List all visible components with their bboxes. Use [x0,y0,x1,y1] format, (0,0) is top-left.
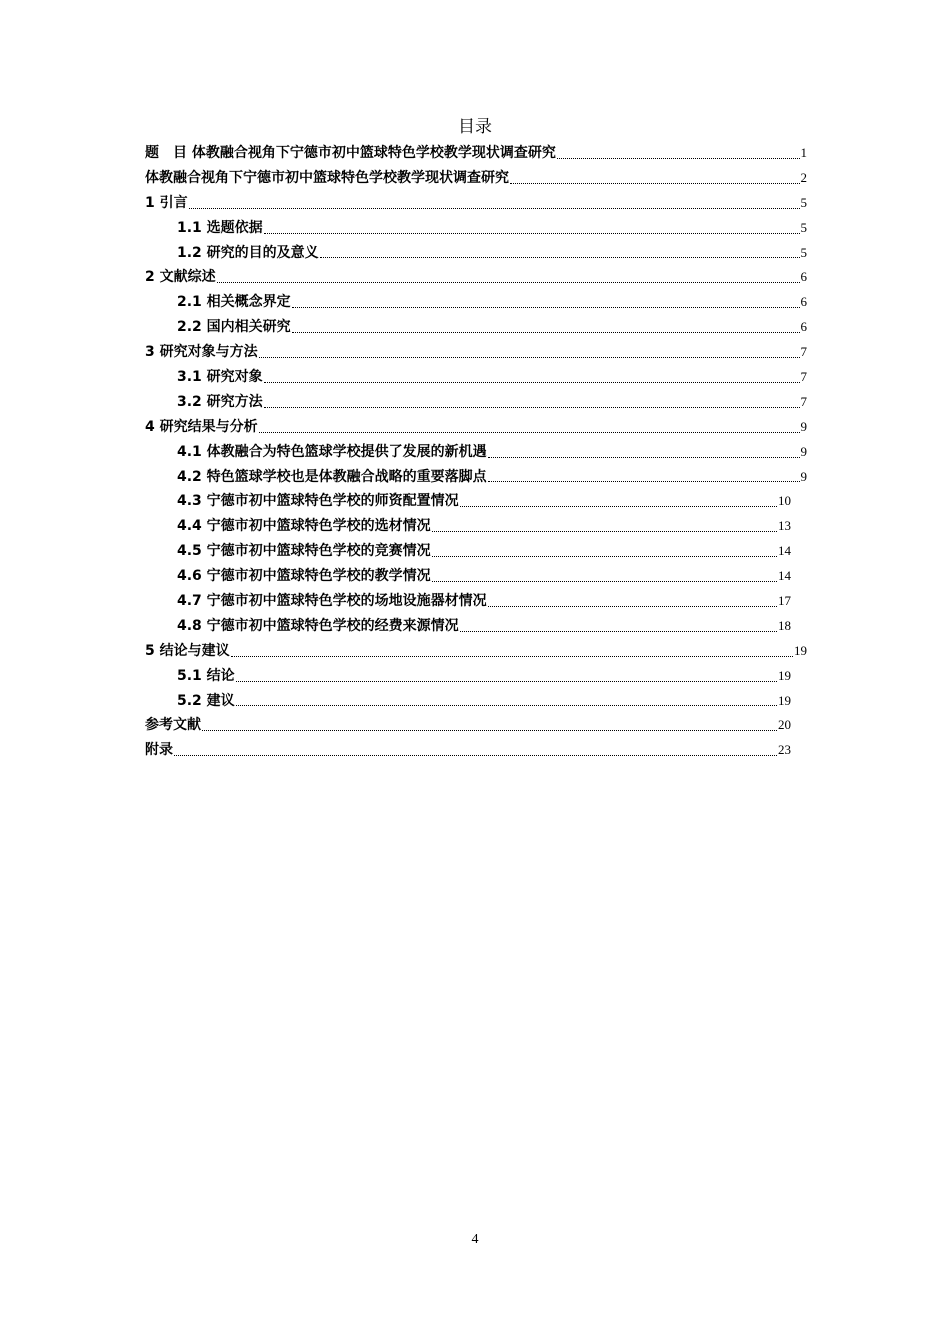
toc-entry-1-1[interactable] [145,216,807,241]
toc-entry-label: 参考文献 [145,717,201,734]
toc-entry-label: 5.1 结论 [177,667,235,684]
toc-entry-page: 13 [778,518,791,534]
toc-entry-label: 4 研究结果与分析 [145,418,258,435]
toc-entry-page: 20 [778,717,791,733]
dot-leader [174,754,777,756]
toc-entry-label: 1.1 选题依据 [177,219,263,236]
dot-leader [432,555,777,557]
dot-leader [264,406,800,408]
dot-leader [236,704,777,706]
toc-entry-page: 23 [778,742,791,758]
toc-entry-page: 9 [800,468,807,484]
dot-leader [460,630,777,632]
toc-entry-page: 19 [794,642,807,658]
toc-entry-4-3[interactable] [145,489,807,514]
toc-entry-label: 2.1 相关概念界定 [177,294,291,311]
toc-entry-4-6[interactable] [145,564,807,589]
toc-entry-label: 1 引言 [145,194,188,211]
toc-entry-1[interactable] [145,191,807,216]
toc-entry-2[interactable] [145,265,807,290]
toc-entry-label: 题 目 体教融合视角下宁德市初中篮球特色学校教学现状调查研究 [145,145,556,161]
toc-entry-label: 3.2 研究方法 [177,393,263,410]
toc-entry-page: 7 [800,369,807,385]
toc-entry-label: 3.1 研究对象 [177,369,263,386]
dot-leader [460,505,777,507]
toc-entry-4-4[interactable] [145,514,807,539]
toc-entry-4-5[interactable] [145,539,807,564]
toc-entry-page: 17 [778,593,791,609]
toc-entry-5-2[interactable] [145,689,807,714]
toc-entry-3-1[interactable] [145,365,807,390]
toc-entry-1-2[interactable] [145,241,807,266]
dot-leader [264,381,800,383]
toc-entry-label: 附录 [145,742,173,759]
toc-entry-page: 19 [778,667,791,683]
toc-entry-label: 5 结论与建议 [145,642,230,659]
toc-entry-page: 14 [778,543,791,559]
toc-entry-label: 5.2 建议 [177,692,235,709]
dot-leader [292,306,800,308]
toc-entry-label: 2 文献综述 [145,269,216,286]
toc-entry-3-2[interactable] [145,390,807,415]
toc-entry-2-1[interactable] [145,290,807,315]
toc-entry-page: 6 [800,294,807,310]
toc-title: 目录 [458,117,492,137]
dot-leader [510,182,800,184]
toc-entry-4-1[interactable] [145,440,807,465]
toc-entry-label: 4.7 宁德市初中篮球特色学校的场地设施器材情况 [177,593,487,610]
toc-entry-label: 2.2 国内相关研究 [177,319,291,336]
toc-entry-references[interactable] [145,713,807,738]
dot-leader [259,356,800,358]
toc-entry-3[interactable] [145,340,807,365]
dot-leader [488,480,800,482]
toc-entry-page: 18 [778,617,791,633]
toc-entry-page: 7 [800,344,807,360]
toc-entry-title[interactable] [145,141,807,166]
toc-entry-label: 4.1 体教融合为特色篮球学校提供了发展的新机遇 [177,443,487,460]
dot-leader [292,331,800,333]
dot-leader [488,456,800,458]
toc-entry-subtitle[interactable] [145,166,807,191]
dot-leader [320,256,800,258]
dot-leader [236,680,777,682]
dot-leader [264,232,800,234]
page-number: 4 [471,1232,479,1247]
toc-entry-label: 4.2 特色篮球学校也是体教融合战略的重要落脚点 [177,468,487,485]
toc-entry-4[interactable] [145,415,807,440]
toc-entry-page: 9 [800,418,807,434]
dot-leader [217,281,800,283]
toc-entry-page: 14 [778,568,791,584]
toc-entry-4-7[interactable] [145,589,807,614]
toc-entry-label: 体教融合视角下宁德市初中篮球特色学校教学现状调查研究 [145,169,509,186]
toc-entry-label: 4.6 宁德市初中篮球特色学校的教学情况 [177,568,431,585]
toc-entry-page: 5 [800,244,807,260]
toc-entry-page: 6 [800,269,807,285]
dot-leader [557,157,800,159]
toc-entry-page: 1 [800,145,807,160]
toc-entry-5[interactable] [145,639,807,664]
dot-leader [432,580,777,582]
toc-entry-4-8[interactable] [145,614,807,639]
toc-entry-page: 6 [800,319,807,335]
toc-entry-appendix[interactable] [145,738,807,763]
toc-entry-label: 4.4 宁德市初中篮球特色学校的选材情况 [177,518,431,535]
toc-entry-label: 1.2 研究的目的及意义 [177,244,319,261]
toc-entry-2-2[interactable] [145,315,807,340]
toc-entry-page: 5 [800,194,807,210]
dot-leader [259,431,800,433]
toc-entry-page: 9 [800,443,807,459]
toc-entry-5-1[interactable] [145,664,807,689]
toc-entry-page: 19 [778,692,791,708]
toc-entry-label: 4.3 宁德市初中篮球特色学校的师资配置情况 [177,493,459,510]
toc-entry-page: 5 [800,219,807,235]
dot-leader [202,729,777,731]
toc-entry-label: 4.8 宁德市初中篮球特色学校的经费来源情况 [177,617,459,634]
dot-leader [488,605,777,607]
toc-entry-4-2[interactable] [145,465,807,490]
toc-entry-page: 2 [800,169,807,185]
dot-leader [231,655,793,657]
table-of-contents [145,141,807,763]
toc-entry-page: 10 [778,493,791,509]
toc-entry-label: 4.5 宁德市初中篮球特色学校的竞赛情况 [177,543,431,560]
dot-leader [432,530,777,532]
dot-leader [189,207,800,209]
toc-entry-page: 7 [800,393,807,409]
toc-entry-label: 3 研究对象与方法 [145,344,258,361]
